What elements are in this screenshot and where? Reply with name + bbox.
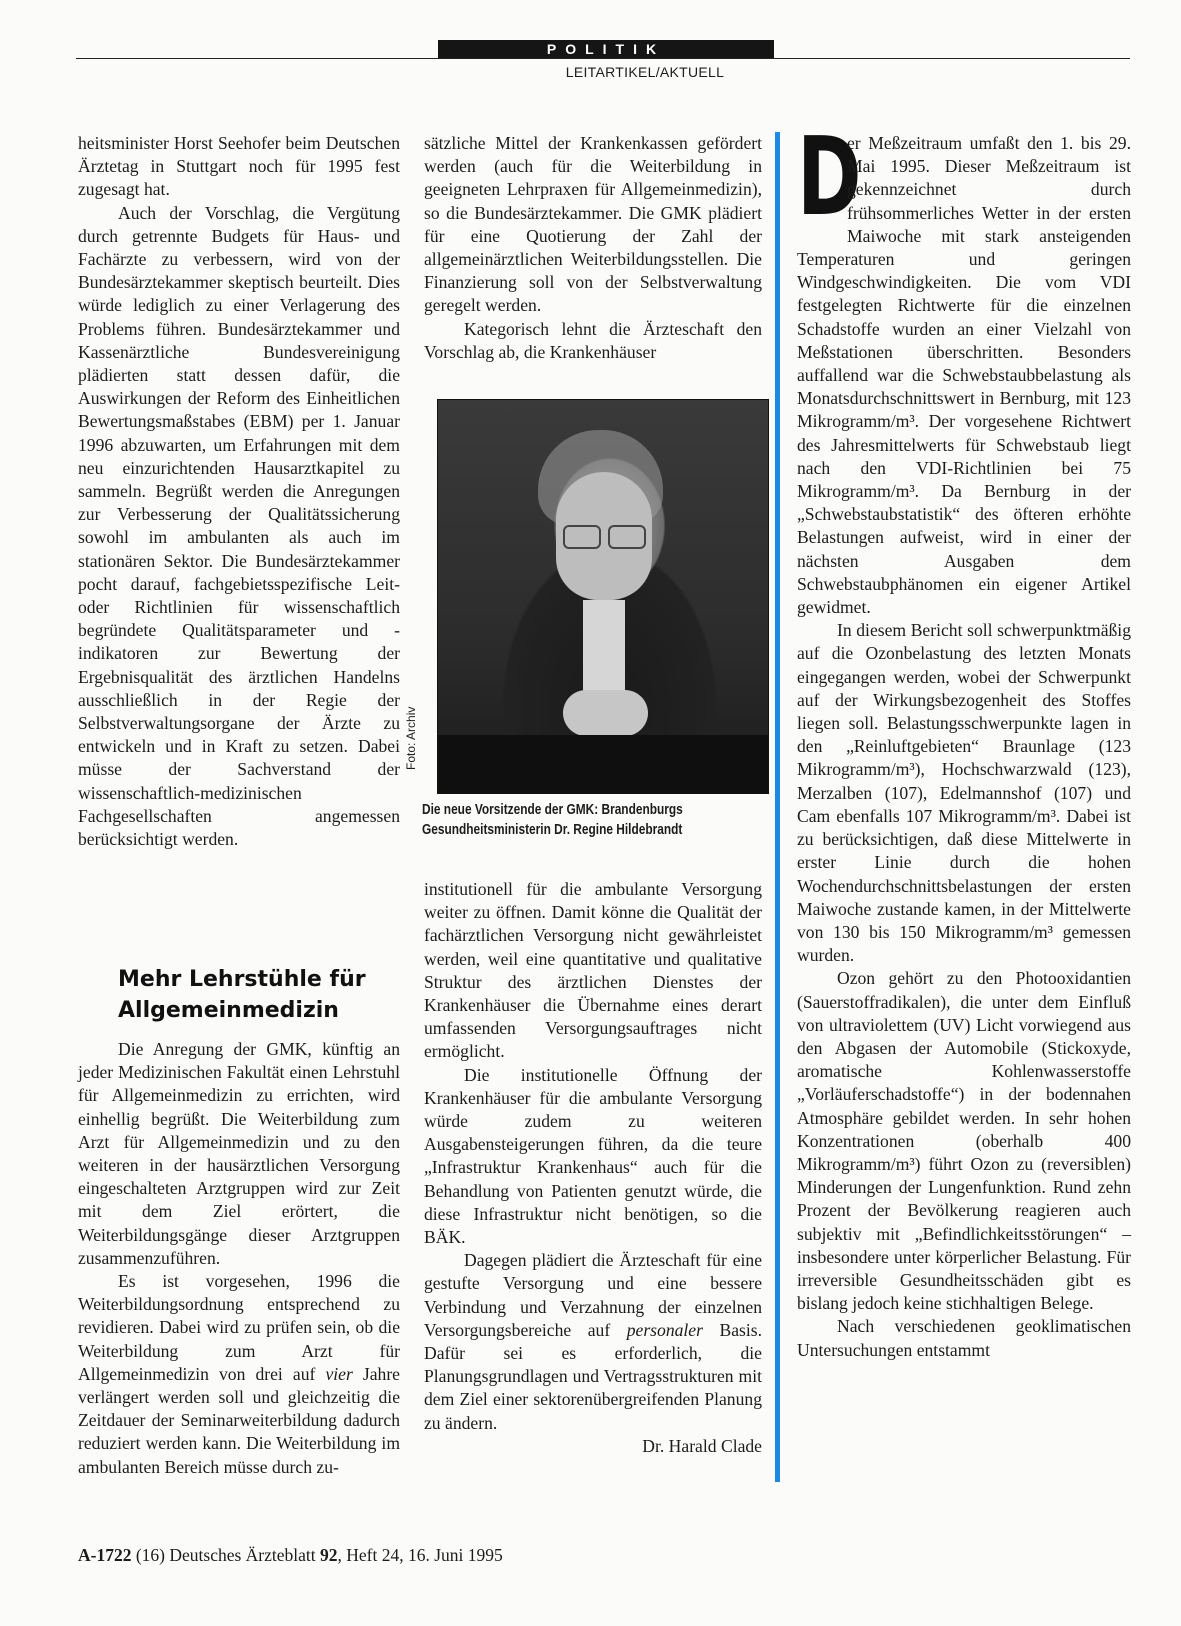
section-banner: POLITIK [438,40,774,59]
lead-paragraph: er Meßzeitraum umfaßt den 1. bis 29. Mai 1995. Dieser Meßzeitraum ist gekennzeichnet durch frühsommerliches Wetter in der ersten Maiwoche mit stark ansteigenden Temperaturen und geringen Windgeschwindigkeiten. Die vom VDI festgelegten Richtwerte für die einzelnen Schadstoffe wurden an einer Vielzahl von Meßstationen überschritten. Besonders auffallend war die Schwebstaubbelastung als Monatsdurchschnittswert in Bernburg, mit 123 Mikrogramm/m³. Der vorgesehene Richtwert des Jahresmittelwerts für Schwebstaub liegt nach den VDI-Richtlinien bei 75 Mikrogramm/m³. Da Bernburg in der „Schwebstaubstatistik“ des öfteren erhöhte Belastungen aufweist, wird in einer der nächsten Ausgaben dem Schwebstaubphänomen ein eigener Artikel gewidmet. [797,133,1131,618]
column-divider [775,132,780,1482]
paragraph: Ozon gehört zu den Photooxidantien (Sauerstoffradikalen), die unter dem Einfluß von ultraviolettem (UV) Licht vorwiegend aus den Abgasen der Automobile (Stickoxyde, aromatische Kohlenwasserstoffe „Vorläuferschadstoffe“) in der bodennahen Atmosphäre gebildet werden. In sehr hohen Konzentrationen (oberhalb 400 Mikrogramm/m³) führt Ozon zu (reversiblen) Minderungen der Lungenfunktion. Rund zehn Prozent der Bevölkerung reagieren auch subjektiv mit „Befindlichkeitsstörungen“ – insbesondere unter körperlicher Belastung. Für irreversible Gesundheitsschäden gibt es bislang jedoch keine stichhaltigen Belege. [797,968,1131,1314]
volume-number: 92 [320,1545,338,1565]
column-1 [78,132,400,851]
issue-info: , Heft 24, 16. Juni 1995 [337,1545,503,1565]
page-number: A-1722 [78,1545,132,1565]
photo-caption: Die neue Vorsitzende der GMK: Brandenburgs Gesundheitsministerin Dr. Regine Hildebrandt [422,802,683,838]
column-3 [797,115,1131,1362]
paragraph: Es ist vorgesehen, 1996 die Weiterbildungsordnung entsprechend zu revidieren. Dabei wird zu prüfen sein, ob die Weiterbildung zum Arzt für Allgemeinmedizin von drei auf vier Jahre verlängert werden soll und gleichzeitig die Zeitdauer der Seminarweiterbildung dadurch reduziert werden kann. Die Weiterbildung im ambulanten Bereich müsse durch zu- [78,1271,400,1477]
header-rule [76,58,1130,59]
emphasis: vier [325,1363,353,1384]
portrait-photo [437,399,769,794]
page-footer [78,1545,503,1566]
paragraph: heitsminister Horst Seehofer beim Deutschen Ärztetag in Stuttgart noch für 1995 fest zugesagt hat. [78,133,400,200]
author: Dr. Harald Clade [642,1435,762,1456]
subsection-label: LEITARTIKEL/AKTUELL [565,64,725,80]
photo-credit: Foto: Archiv [404,706,418,770]
paragraph: Die institutionelle Öffnung der Krankenhäuser für die ambulante Versorgung würde zudem zu weiteren Ausgabensteigerungen führen, da die teure „Infrastruktur Krankenhaus“ auch für die Behandlung von Patienten genutzt würde, die diese Infrastruktur nicht benötigen, so die BÄK. [424,1064,762,1248]
paragraph: Auch der Vorschlag, die Vergütung durch getrennte Budgets für Haus- und Fachärzte zu verbessern, wird von der Bundesärztekammer skeptisch beurteilt. Dies würde lediglich zu einer Verlagerung des Problems führen. Bundesärztekammer und Kassenärztliche Bundesvereinigung plädierten statt dessen dafür, die Auswirkungen der Reform des Einheitlichen Bewertungsmaßstabes (EBM) per 1. Januar 1996 abzuwarten, um Erfahrungen mit dem neu einzurichtenden Hausarztkapitel zu sammeln. Begrüßt werden die Anregungen zur Verbesserung der Qualitätssicherung sowohl im ambulanten als auch im stationären Sektor. Die Bundesärztekammer pocht darauf, fachgebietsspezifische Leit- oder Richtlinien für wissenschaftlich begründete Qualitätsparameter und -indikatoren zur Bewertung der Ergebnisqualität des ärztlichen Handelns ausschließlich in der Regie der Selbstverwaltungsorgane der Ärzte zu entwickeln und in Kraft zu setzen. Dabei müsse der Sachverstand der wissenschaftlich-medizinischen Fachgesellschaften angemessen berücksichtigt werden. [78,202,400,850]
paragraph: In diesem Bericht soll schwerpunktmäßig auf die Ozonbelastung des letzten Monats eingegangen werden, wobei der Schwerpunkt auf der Wirkungsbezogenheit des Stoffes liegen soll. Belastungsschwerpunkte lagen in den „Reinluftgebieten“ Braunlage (123 Mikrogramm/m³), Hochschwarzwald (123), Merzalben (107), Edelmannshof (107) und Cam ebenfalls 107 Mikrogramm/m³. Dabei ist zu berücksichtigen, daß diese Mittelwerte in erster Linie durch die hohen Wochendurchschnittsbelastungen der ersten Maiwoche zustande kamen, in der Mittelwerte von 130 bis 150 Mikrogramm/m³ gemessen wurden. [797,620,1131,966]
journal-name: (16) Deutsches Ärzteblatt [135,1545,316,1565]
column-2-lower [424,878,762,1458]
drop-cap: D [797,115,862,240]
column-2-upper [424,132,762,364]
emphasis: personaler [626,1319,703,1340]
paragraph: Dagegen plädiert die Ärzteschaft für eine gestufte Versorgung und eine bessere Verbindung und Verzahnung der einzelnen Versorgungsbereiche auf personaler Basis. Dafür sei es erforderlich, die Planungsgrundlagen und Vertragsstrukturen mit dem Ziel einer sektorenübergreifenden Planung zu ändern. [424,1250,762,1433]
paragraph: Die Anregung der GMK, künftig an jeder Medizinischen Fakultät einen Lehrstuhl für Allgemeinmedizin zu errichten, wird einhellig begrüßt. Die Weiterbildung zum Arzt für Allgemeinmedizin und zu den weiteren in der hausärztlichen Versorgung eingeschalteten Arztgruppen wird zur Zeit mit dem Ziel erörtert, die Weiterbildungsgänge dieser Arztgruppen zusammenzuführen. [78,1039,400,1268]
column-1-lower [78,1038,400,1479]
paragraph: sätzliche Mittel der Krankenkassen gefördert werden (auch für die Weiterbildung in geeigneten Lehrpraxen für Allgemeinmedizin), so die Bundesärztekammer. Die GMK plädiert für eine Quotierung der Zahl der allgemeinärztlichen Weiterbildungsstellen. Die Finanzierung soll von der Selbstverwaltung geregelt werden. [424,133,762,316]
paragraph: Nach verschiedenen geoklimatischen Untersuchungen entstammt [797,1316,1131,1360]
section-heading: Mehr Lehrstühle für Allgemeinmedizin [118,967,366,1023]
paragraph: Kategorisch lehnt die Ärzteschaft den Vorschlag ab, die Krankenhäuser [424,318,762,362]
paragraph: institutionell für die ambulante Versorgung weiter zu öffnen. Damit könne die Qualität der fachärztlichen Versorgung nicht gewährleistet werden, weil eine quantitative und qualitative Struktur des ärztlichen Dienstes der Krankenhäuser die Übernahme eines derart umfassenden Versorgungsauftrages nicht ermöglicht. [424,879,762,1062]
